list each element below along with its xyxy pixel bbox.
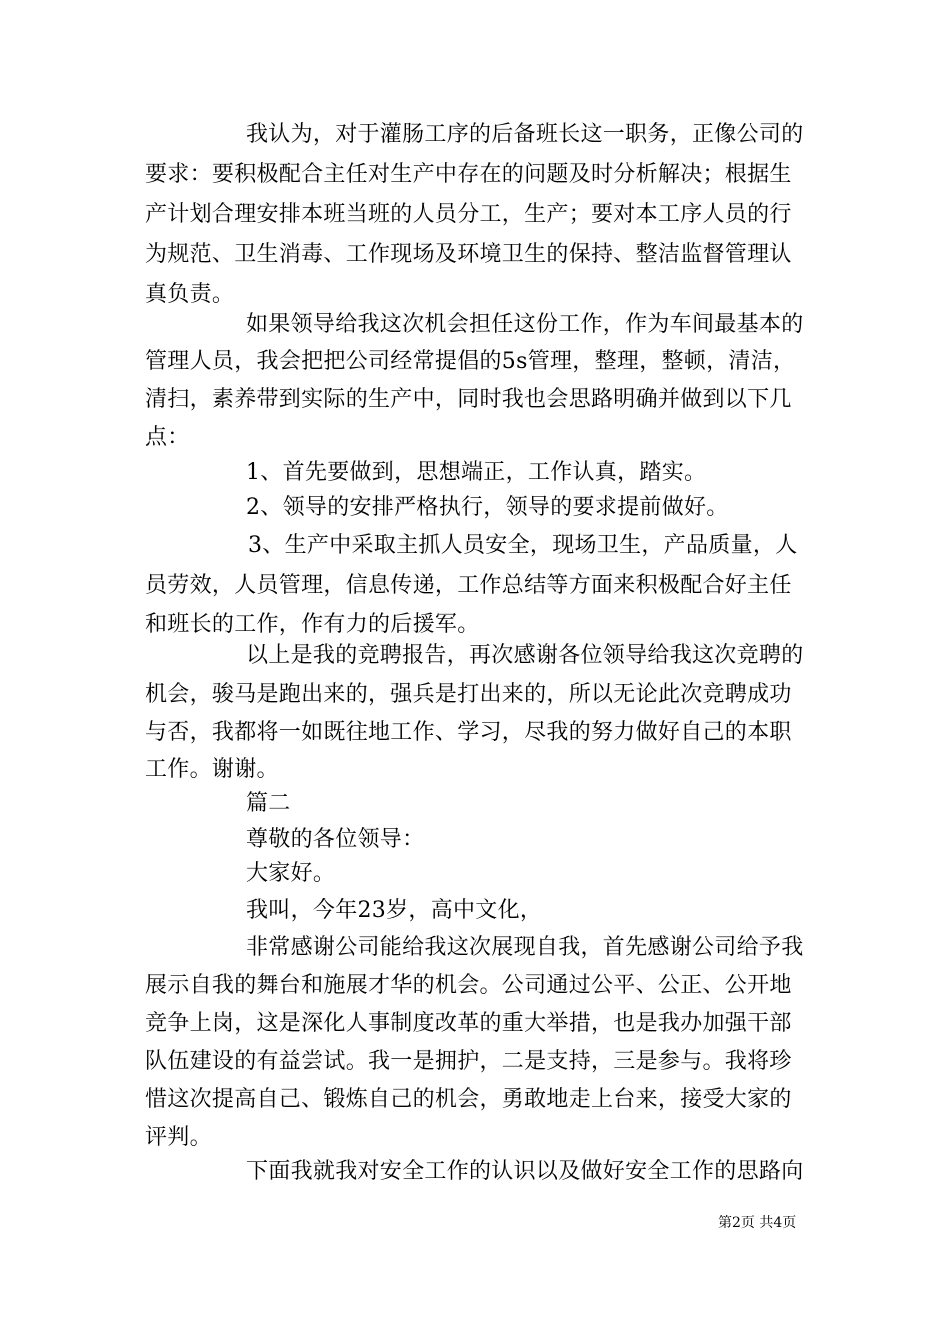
- thanks-line-5: 惜这次提高自己、锻炼自己的机会，勇敢地走上台来，接受大家的: [145, 1087, 792, 1112]
- paragraph-2-line-2: 管理人员，我会把把公司经常提倡的5s管理，整理，整顿，清洁，: [145, 349, 796, 374]
- thanks-line-6: 评判。: [145, 1125, 212, 1150]
- thanks-line-2: 展示自我的舞台和施展才华的机会。公司通过公平、公正、公开地: [145, 973, 792, 998]
- conclusion-line-3: 与否，我都将一如既往地工作、学习，尽我的努力做好自己的本职: [145, 720, 792, 745]
- list-item-3-line-3: 和班长的工作，作有力的后援军。: [145, 612, 480, 637]
- page-number: 第2页 共4页: [718, 1215, 797, 1231]
- conclusion-line-1: 以上是我的竞聘报告，再次感谢各位领导给我这次竞聘的: [246, 643, 804, 668]
- closing-line-1: 下面我就我对安全工作的认识以及做好安全工作的思路向: [246, 1159, 804, 1184]
- list-item-1: 1、首先要做到，思想端正，工作认真，踏实。: [246, 460, 707, 485]
- conclusion-line-2: 机会，骏马是跑出来的，强兵是打出来的，所以无论此次竞聘成功: [145, 682, 792, 707]
- thanks-line-4: 队伍建设的有益尝试。我一是拥护，二是支持，三是参与。我将珍: [145, 1049, 792, 1074]
- list-item-2: 2、领导的安排严格执行，领导的要求提前做好。: [246, 495, 729, 520]
- paragraph-1-line-4: 为规范、卫生消毒、工作现场及环境卫生的保持、整洁监督管理认: [145, 242, 792, 267]
- paragraph-1-line-1: 我认为，对于灌肠工序的后备班长这一职务，正像公司的: [246, 122, 804, 147]
- greeting: 大家好。: [246, 861, 336, 886]
- conclusion-line-4: 工作。谢谢。: [145, 757, 279, 782]
- self-intro: 我叫，今年23岁，高中文化，: [246, 898, 543, 923]
- thanks-line-3: 竞争上岗，这是深化人事制度改革的重大举措，也是我办加强干部: [145, 1011, 792, 1036]
- list-item-3-line-1: 3、生产中采取主抓人员安全，现场卫生，产品质量，人: [248, 533, 798, 558]
- paragraph-2-line-3: 清扫，素养带到实际的生产中，同时我也会思路明确并做到以下几: [145, 387, 792, 412]
- paragraph-2-line-1: 如果领导给我这次机会担任这份工作，作为车间最基本的: [246, 312, 804, 337]
- section-heading: 篇二: [246, 791, 291, 816]
- paragraph-1-line-2: 要求：要积极配合主任对生产中存在的问题及时分析解决；根据生: [145, 162, 792, 187]
- salutation: 尊敬的各位领导：: [246, 827, 425, 852]
- paragraph-1-line-5: 真负责。: [145, 282, 235, 307]
- paragraph-1-line-3: 产计划合理安排本班当班的人员分工，生产；要对本工序人员的行: [145, 202, 792, 227]
- thanks-line-1: 非常感谢公司能给我这次展现自我，首先感谢公司给予我: [246, 935, 804, 960]
- list-item-3-line-2: 员劳效，人员管理，信息传递，工作总结等方面来积极配合好主任: [145, 573, 792, 598]
- paragraph-2-line-4: 点：: [145, 425, 190, 450]
